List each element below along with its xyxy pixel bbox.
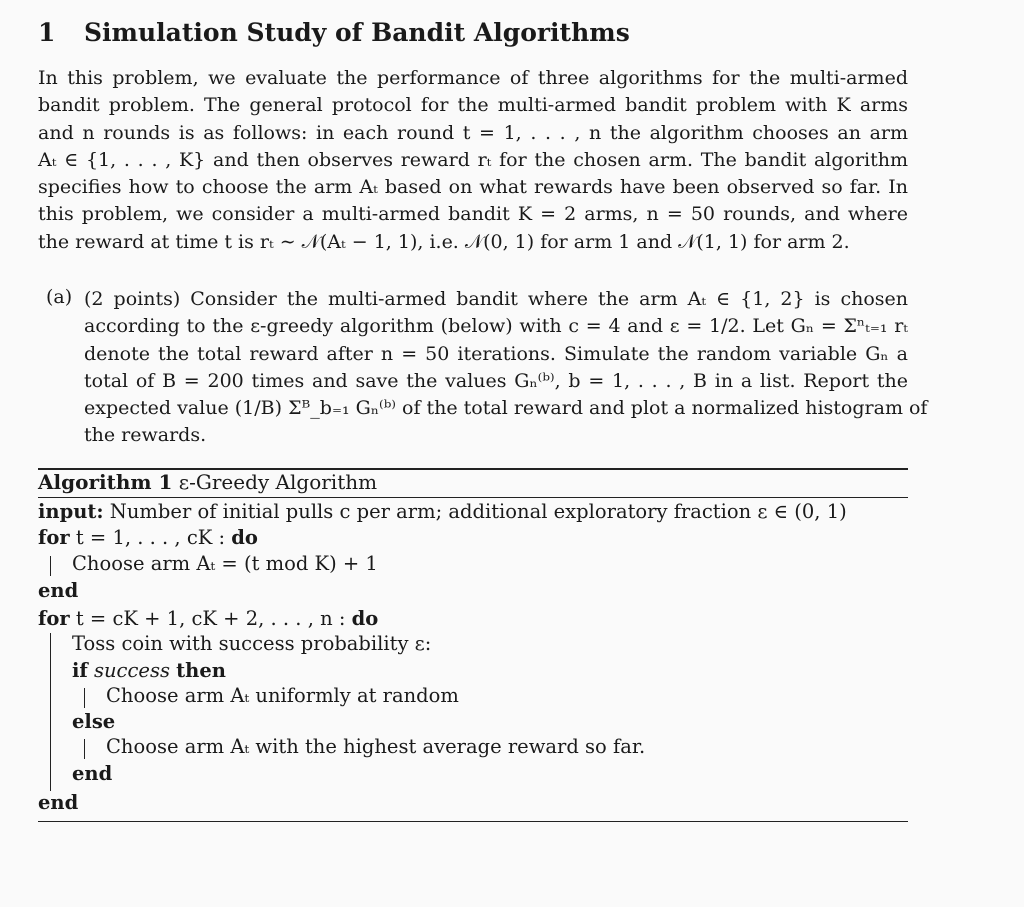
algorithm-caption-rule: [38, 497, 908, 498]
algorithm-caption-label: Algorithm 1: [38, 470, 173, 494]
algorithm-line-for2: for t = cK + 1, cK + 2, . . . , n : do: [38, 607, 379, 630]
algorithm-line-else: else: [72, 710, 116, 733]
algorithm-line-choose-mod: Choose arm Aₜ = (t mod K) + 1: [72, 552, 378, 575]
algorithm-line-end1: end: [38, 579, 79, 602]
algorithm-block-bar: [84, 688, 85, 708]
algorithm-block-bar: [50, 633, 51, 791]
part-a-line: expected value (1/B) Σᴮ_b₌₁ Gₙ⁽ᵇ⁾ of the total reward and plot a normalized histogram of: [84, 397, 928, 420]
section-number: 1: [38, 18, 56, 47]
algorithm-line-end2: end: [72, 762, 113, 785]
intro-line: bandit problem. The general protocol for the multi-armed bandit problem with K arms: [38, 94, 908, 117]
algorithm-line-for1: for t = 1, . . . , cK : do: [38, 526, 258, 549]
algorithm-caption: [38, 470, 377, 494]
part-a-line: (2 points) Consider the multi-armed bandit where the arm Aₜ ∈ {1, 2} is chosen: [84, 288, 908, 310]
algorithm-line-if: if success then: [72, 659, 226, 682]
algorithm-line-end3: end: [38, 791, 79, 814]
part-a-line: denote the total reward after n = 50 iterations. Simulate the random variable Gₙ a: [84, 342, 908, 365]
intro-paragraph: [38, 65, 908, 256]
part-a-line: the rewards.: [84, 424, 207, 447]
intro-line: Aₜ ∈ {1, . . . , K} and then observes reward rₜ for the chosen arm. The bandit algorithm: [38, 148, 908, 171]
algorithm-block-bar: [84, 739, 85, 759]
intro-line: specifies how to choose the arm Aₜ based on what rewards have been observed so far. In: [38, 176, 908, 199]
part-a-text: [84, 286, 928, 450]
algorithm-line-choose-greedy: Choose arm Aₜ with the highest average reward so far.: [106, 735, 646, 758]
algorithm-block-bar: [50, 556, 51, 576]
intro-line: this problem, we consider a multi-armed bandit K = 2 arms, n = 50 rounds, and where: [38, 203, 908, 226]
algorithm-line-input: input: Number of initial pulls c per arm; additional exploratory fraction ε ∈ (0, 1): [38, 500, 847, 523]
section-heading: [38, 18, 630, 47]
intro-line: In this problem, we evaluate the performance of three algorithms for the multi-armed: [38, 67, 908, 89]
algorithm-line-toss: Toss coin with success probability ε:: [72, 632, 432, 655]
section-title: Simulation Study of Bandit Algorithms: [84, 18, 630, 47]
algorithm-bottom-rule: [38, 821, 908, 822]
algorithm-caption-title: ε-Greedy Algorithm: [178, 470, 378, 494]
algorithm-line-choose-random: Choose arm Aₜ uniformly at random: [106, 684, 459, 707]
part-a-line: total of B = 200 times and save the values Gₙ⁽ᵇ⁾, b = 1, . . . , B in a list. Report the: [84, 369, 908, 392]
intro-line: and n rounds is as follows: in each round t = 1, . . . , n the algorithm chooses an arm: [38, 121, 908, 144]
part-a-line: according to the ε-greedy algorithm (below) with c = 4 and ε = 1/2. Let Gₙ = Σⁿₜ₌₁ rₜ: [84, 315, 908, 338]
part-a-label: (a): [46, 286, 73, 308]
intro-line: the reward at time t is rₜ ∼ 𝒩(Aₜ − 1, 1), i.e. 𝒩(0, 1) for arm 1 and 𝒩(1, 1) for arm 2.: [38, 230, 850, 253]
